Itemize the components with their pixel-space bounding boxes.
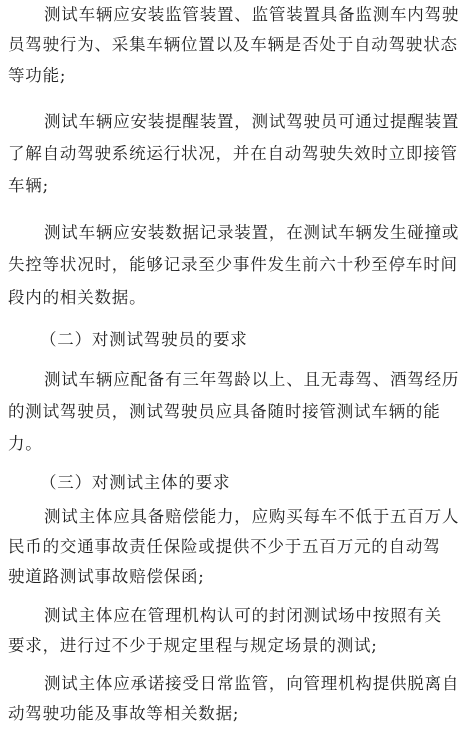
paragraph-monitoring-line-1: 测试车辆应安装监管装置、监管装置具备监测车内驾驶 <box>44 5 460 24</box>
paragraph-recorder-line-1: 测试车辆应安装数据记录装置，在测试车辆发生碰撞或 <box>44 223 460 242</box>
paragraph-reminder-line-1: 测试车辆应安装提醒装置，测试驾驶员可通过提醒装置 <box>44 112 460 131</box>
paragraph-driver-line-1: 测试车辆应配备有三年驾龄以上、且无毒驾、酒驾经历 <box>44 370 460 389</box>
paragraph-closed-test-line-2: 要求，进行过不少于规定里程与规定场景的测试; <box>8 636 378 655</box>
paragraph-supervision-line-1: 测试主体应承诺接受日常监管，向管理机构提供脱离自 <box>44 674 460 693</box>
paragraph-recorder-line-3: 段内的相关数据。 <box>8 288 147 307</box>
section-heading-driver-requirements: （二）对测试驾驶员的要求 <box>40 330 248 349</box>
paragraph-compensation-line-2: 民币的交通事故责任保险或提供不少于五百万元的自动驾 <box>8 537 441 556</box>
section-heading-entity-requirements: （三）对测试主体的要求 <box>40 473 231 492</box>
paragraph-driver-line-2: 的测试驾驶员，测试驾驶员应具备随时接管测试车辆的能 <box>8 402 441 421</box>
paragraph-reminder-line-3: 车辆; <box>8 176 49 195</box>
paragraph-monitoring-line-2: 员驾驶行为、采集车辆位置以及车辆是否处于自动驾驶状态 <box>8 35 458 54</box>
paragraph-recorder-line-2: 失控等状况时，能够记录至少事件发生前六十秒至停车时间 <box>8 255 458 274</box>
paragraph-compensation-line-3: 驶道路测试事故赔偿保函; <box>8 567 205 586</box>
paragraph-reminder-line-2: 了解自动驾驶系统运行状况，并在自动驾驶失效时立即接管 <box>8 144 458 163</box>
paragraph-closed-test-line-1: 测试主体应在管理机构认可的封闭测试场中按照有关 <box>44 606 442 625</box>
paragraph-monitoring-line-3: 等功能; <box>8 66 67 85</box>
paragraph-driver-line-3: 力。 <box>8 434 43 453</box>
paragraph-supervision-line-2: 动驾驶功能及事故等相关数据; <box>8 704 240 723</box>
paragraph-compensation-line-1: 测试主体应具备赔偿能力，应购买每车不低于五百万人 <box>44 507 460 526</box>
